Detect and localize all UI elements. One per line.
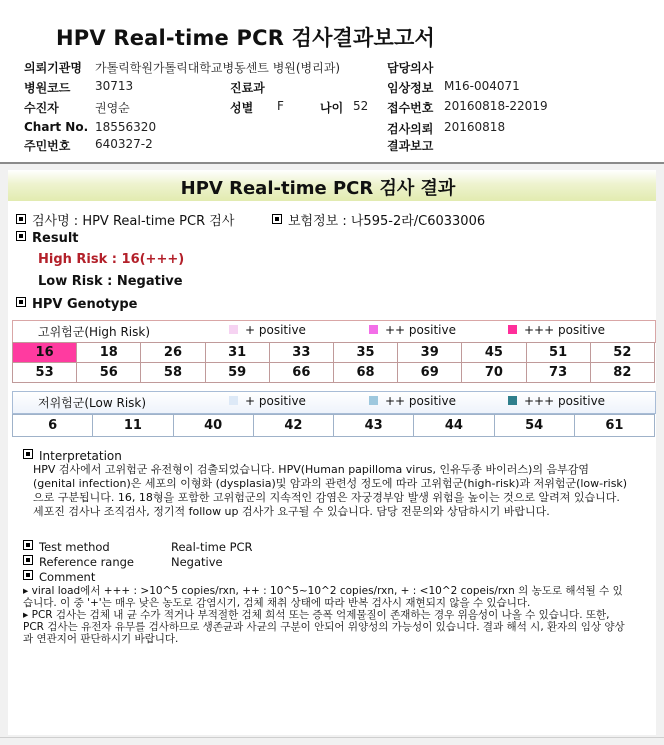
- insurance-text: 보험정보 : 나595-2라/C6033006: [288, 214, 486, 229]
- genotype-cell: 61: [574, 415, 654, 437]
- patient-value: 권영순: [95, 101, 130, 115]
- method-label-text: Test method: [39, 540, 110, 554]
- result-heading-text: Result: [32, 231, 79, 246]
- request-label: 검사의뢰: [387, 122, 434, 136]
- clinical-label: 임상정보: [387, 81, 434, 95]
- banner-title: HPV Real-time PCR 검사 결과: [180, 178, 456, 199]
- pale-blue-swatch-icon: [229, 396, 238, 405]
- low-risk-row: [13, 415, 655, 437]
- comment-heading: [23, 570, 95, 584]
- page-title: HPV Real-time PCR 검사결과보고서: [56, 26, 435, 50]
- genotype-heading: [16, 297, 137, 312]
- institution-label: 의뢰기관명: [24, 61, 82, 75]
- bullet-square-icon: [23, 555, 33, 565]
- clinical-value: M16-004071: [444, 79, 520, 93]
- hot-pink-swatch-icon: [508, 325, 517, 334]
- bullet-square-icon: [16, 297, 26, 307]
- genotype-cell: 58: [141, 363, 205, 383]
- genotype-cell: 43: [334, 415, 414, 437]
- header-divider: [0, 162, 664, 164]
- sex-value: F: [277, 99, 284, 113]
- genotype-cell: 40: [173, 415, 253, 437]
- result-banner: [8, 170, 656, 201]
- bullet-square-icon: [16, 214, 26, 224]
- genotype-cell: 6: [13, 415, 93, 437]
- teal-swatch-icon: [508, 396, 517, 405]
- genotype-cell: 45: [462, 343, 526, 363]
- result-heading: [16, 231, 79, 246]
- high-plus-label: + positive: [245, 323, 306, 337]
- patient-label: 수진자: [24, 101, 59, 115]
- genotype-cell: 53: [13, 363, 77, 383]
- interpretation-heading-text: Interpretation: [39, 449, 122, 463]
- genotype-heading-text: HPV Genotype: [32, 297, 138, 312]
- bullet-square-icon: [16, 231, 26, 241]
- high-risk-result: High Risk : 16(+++): [38, 252, 185, 267]
- department-label: 진료과: [230, 81, 265, 95]
- genotype-cell: 42: [253, 415, 333, 437]
- request-value: 20160818: [444, 120, 506, 134]
- sex-label: 성별: [230, 101, 254, 115]
- bullet-square-icon: [23, 570, 33, 580]
- low-plus-label: + positive: [245, 394, 306, 408]
- low-risk-group-label: 저위험군(Low Risk): [38, 396, 147, 410]
- genotype-cell: 18: [77, 343, 141, 363]
- interpretation-text: HPV 검사에서 고위험군 유전형이 검출되었습니다. HPV(Human papilloma virus, 인유두종 바이러스)의 음부감염(genital infection)은 세포의 이형화 (dysplasia)및 암과의 관련성 정도에 따라 고위험군(high-risk)과 저위험군(low-risk)으로 구분됩니다. 16, 18형을 포함한 고위험군의 지속적인 감염은 자궁경부암 발생 위험을 높이는 것으로 알려져 있습니다. 세포진 검사나 조직검사, 정기적 follow up 검사가 요구될 수 있습니다. 담당 전문의와 상담하시기 바랍니다.: [33, 463, 628, 518]
- low-risk-result: Low Risk : Negative: [38, 274, 183, 289]
- genotype-cell: 33: [269, 343, 333, 363]
- comment-heading-text: Comment: [39, 570, 96, 584]
- genotype-cell: 73: [526, 363, 590, 383]
- bullet-square-icon: [272, 214, 282, 224]
- reference-range-label-text: Reference range: [39, 555, 135, 569]
- genotype-cell: 51: [526, 343, 590, 363]
- comment-viral-load: ▸ viral load에서 +++ : >10^5 copies/rxn, ++ : 10^5~10^2 copies/rxn, + : <10^2 copeis/rxn 의 농도로 해석될 수 있습니다. 이 중 '+'는 매우 낮은 농도로 감염시기, 검체 채취 상태에 따라 반복 검사시 재현되지 않을 수 있습니다.: [23, 585, 623, 609]
- low-plusplus-key: [369, 394, 456, 408]
- low-risk-legend: [12, 391, 656, 414]
- doctor-label: 담당의사: [387, 61, 434, 75]
- reference-range-label: [23, 555, 134, 569]
- chart-value: 18556320: [95, 120, 157, 134]
- institution-value: 가톨릭학원가톨릭대학교병동센트 병원(병리과): [95, 61, 341, 75]
- genotype-cell: 11: [93, 415, 173, 437]
- genotype-cell: 26: [141, 343, 205, 363]
- test-name-line: [16, 210, 234, 229]
- genotype-cell: 54: [494, 415, 574, 437]
- pale-pink-swatch-icon: [229, 325, 238, 334]
- genotype-cell: 69: [398, 363, 462, 383]
- low-risk-table: [12, 414, 655, 437]
- method-value: Real-time PCR: [171, 540, 253, 554]
- age-label: 나이: [320, 101, 344, 115]
- low-plus-key: [229, 394, 306, 408]
- reference-range-value: Negative: [171, 555, 223, 569]
- interpretation-section: [23, 445, 643, 732]
- high-risk-table: [12, 342, 655, 383]
- test-name-text: 검사명 : HPV Real-time PCR 검사: [32, 214, 235, 229]
- receipt-label: 접수번호: [387, 101, 434, 115]
- resident-value: 640327-2: [95, 137, 153, 151]
- genotype-cell: 39: [398, 343, 462, 363]
- comment-pcr-limitations: ▸ PCR 검사는 검체 내 균 수가 적거나 부적절한 검체 희석 또는 증폭 억제물질이 존재하는 경우 위음성이 나올 수 있습니다. 또한, PCR 검사는 유전자 유무를 검사하므로 생존균과 사균의 구분이 안되어 위양성의 가능성이 있습니다. 결과 해석 시, 환자의 임상 양상과 연관지어 판단하시기 바랍니다.: [23, 609, 625, 645]
- bullet-square-icon: [23, 540, 33, 550]
- receipt-value: 20160818-22019: [444, 99, 548, 113]
- high-plusplus-key: [369, 323, 456, 337]
- genotype-cell: 35: [333, 343, 397, 363]
- genotype-cell: 66: [269, 363, 333, 383]
- bottom-divider: [0, 737, 664, 738]
- high-plusplus-label: ++ positive: [385, 323, 456, 337]
- genotype-cell: 56: [77, 363, 141, 383]
- genotype-cell: 68: [333, 363, 397, 383]
- high-risk-row-2: [13, 363, 655, 383]
- report-date-label: 결과보고: [387, 139, 434, 153]
- light-blue-swatch-icon: [369, 396, 378, 405]
- result-panel: [8, 170, 656, 735]
- interpretation-heading: [23, 449, 122, 463]
- high-risk-row-1: [13, 343, 655, 363]
- bullet-square-icon: [23, 449, 33, 459]
- high-plusplusplus-label: +++ positive: [524, 323, 606, 337]
- genotype-cell: 44: [414, 415, 494, 437]
- low-plusplus-label: ++ positive: [385, 394, 456, 408]
- genotype-cell: 59: [205, 363, 269, 383]
- chart-label: Chart No.: [24, 120, 89, 134]
- genotype-cell: 31: [205, 343, 269, 363]
- hospital-code-value: 30713: [95, 79, 134, 93]
- insurance-line: [272, 210, 485, 229]
- hospital-code-label: 병원코드: [24, 81, 71, 95]
- age-value: 52: [353, 99, 369, 113]
- high-risk-group-label: 고위험군(High Risk): [38, 325, 150, 339]
- genotype-cell: 16: [13, 343, 77, 363]
- method-label: [23, 540, 110, 554]
- magenta-swatch-icon: [369, 325, 378, 334]
- low-plusplusplus-key: [508, 394, 605, 408]
- report-header: [0, 0, 664, 162]
- high-risk-legend: [12, 320, 656, 343]
- high-plus-key: [229, 323, 306, 337]
- low-plusplusplus-label: +++ positive: [524, 394, 606, 408]
- resident-label: 주민번호: [24, 139, 71, 153]
- genotype-cell: 52: [590, 343, 654, 363]
- genotype-cell: 70: [462, 363, 526, 383]
- high-plusplusplus-key: [508, 323, 605, 337]
- genotype-cell: 82: [590, 363, 654, 383]
